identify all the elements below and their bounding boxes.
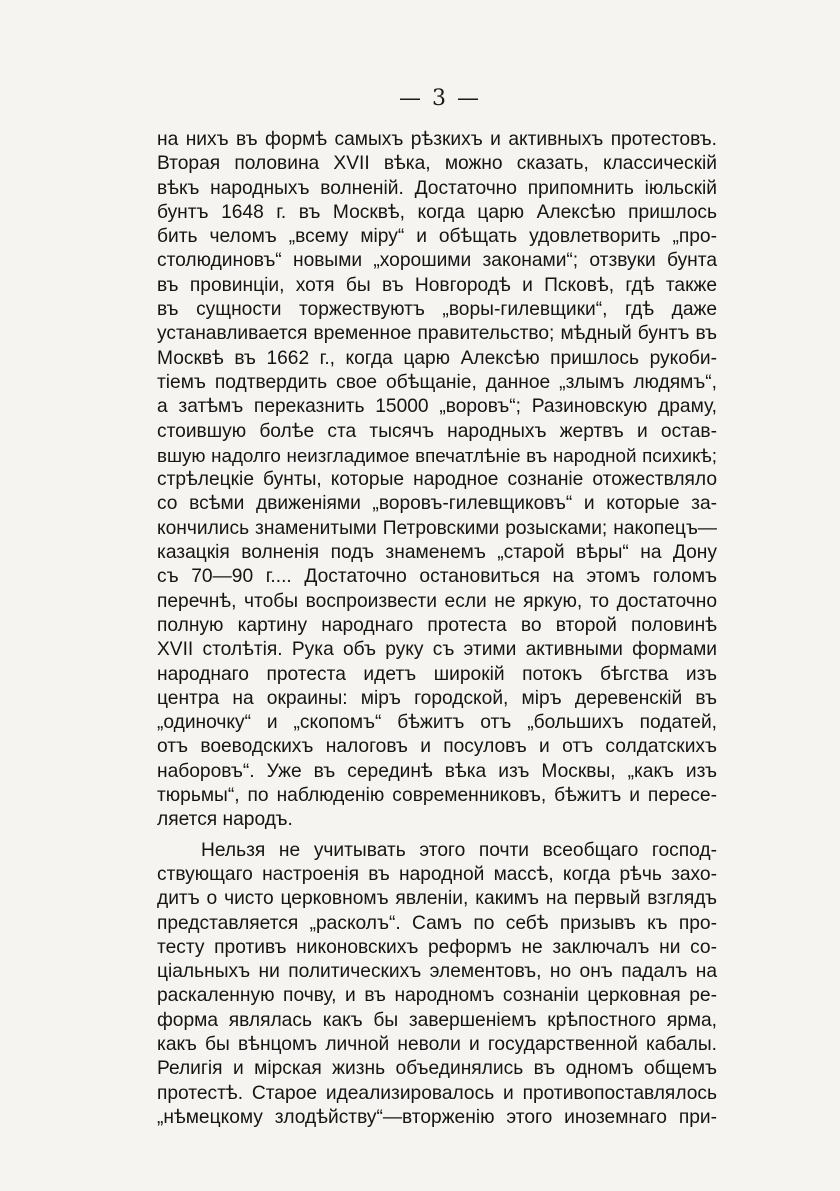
text-line: столюдиновъ“ новыми „хорошими законами“; отзвуки бунта [157,250,717,272]
text-line: Религія и мірская жизнь объединялись въ одномъ общемъ [157,1058,717,1080]
text-line: вшую надолго неизгладимое впечатлѣніе въ народной психикѣ; [157,444,717,466]
text-line: народнаго протеста идетъ широкій потокъ бѣгства изъ [157,663,717,685]
text-line: ствующаго настроенія въ народной массѣ, когда рѣчь захо- [157,863,717,885]
paragraph-1 [157,128,717,833]
text-line: а затѣмъ переказнить 15000 „воровъ“; Разиновскую драму, [157,396,717,418]
text-line: отъ воеводскихъ налоговъ и посуловъ и отъ солдатскихъ [157,736,717,758]
text-line: представляется „расколъ“. Самъ по себѣ призывъ къ про- [157,912,717,934]
text-line: форма являлась какъ бы завершеніемъ крѣпостного ярма, [157,1009,717,1031]
text-line: бунтъ 1648 г. въ Москвѣ, когда царю Алексѣю пришлось [157,201,717,223]
text-line: XVII столѣтія. Рука объ руку съ этими активными формами [157,639,717,661]
text-line: тюрьмы“, по наблюденію современниковъ, бѣжитъ и пересе- [157,785,717,807]
text-line: съ 70—90 г.... Достаточно остановиться на этомъ голомъ [157,566,717,588]
text-line: тесту противъ никоновскихъ реформъ не заключалъ ни со- [157,936,717,958]
text-line: центра на окраины: міръ городской, міръ деревенскій въ [157,687,717,709]
text-line: протестѣ. Старое идеализировалось и противопоставлялось [157,1082,717,1104]
paragraph-2 [157,839,717,1131]
text-line: дитъ о чисто церковномъ явленіи, какимъ на первый взглядъ [157,888,717,910]
text-line: „нѣмецкому злодѣйству“—вторженію этого иноземнаго при- [157,1106,717,1128]
text-line: вѣкъ народныхъ волненій. Достаточно припомнить іюльскій [157,177,717,199]
text-line: устанавливается временное правительство; мѣдный бунтъ въ [157,323,717,345]
text-line: стрѣлецкіе бунты, которые народное сознаніе отожествляло [157,469,717,491]
text-line: Нельзя не учитывать этого почти всеобщаго господ- [201,839,717,861]
text-line: перечнѣ, чтобы воспроизвести если не яркую, то достаточно [157,590,717,612]
text-line: въ провинціи, хотя бы въ Новгородѣ и Псковѣ, гдѣ также [157,274,717,296]
text-line: бить челомъ „всему міру“ и обѣщать удовлетворить „про- [157,226,717,248]
text-line: казацкія волненія подъ знаменемъ „старой вѣры“ на Дону [157,542,717,564]
text-line: кончились знаменитыми Петровскими розысками; накопецъ— [157,517,717,539]
text-line: тіемъ подтвердить свое обѣщаніе, данное „злымъ людямъ“, [157,371,717,393]
text-line: Вторая половина XVII вѣка, можно сказать, классическій [157,153,717,175]
text-line: раскаленную почву, и въ народномъ сознаніи церковная ре- [157,985,717,1007]
page-number: — 3 — [399,86,481,111]
text-line: стоившую болѣе ста тысячъ народныхъ жертвъ и остав- [157,420,717,442]
text-line: въ сущности торжествуютъ „воры-гилевщики“, гдѣ даже [157,299,717,321]
text-line: со всѣми движеніями „воровъ-гилевщиковъ“ и которые за- [157,493,717,515]
text-line: Москвѣ въ 1662 г., когда царю Алексѣю пришлось рукоби- [157,347,717,369]
text-line: „одиночку“ и „скопомъ“ бѣжитъ отъ „большихъ податей, [157,712,717,734]
text-line: какъ бы вѣнцомъ личной неволи и государственной кабалы. [157,1033,717,1055]
text-line: полную картину народнаго протеста во второй половинѣ [157,614,717,636]
text-line: ляется народъ. [157,809,293,831]
body-text [157,128,717,1130]
text-line: наборовъ“. Уже въ серединѣ вѣка изъ Москвы, „какъ изъ [157,760,717,782]
text-line: ціальныхъ ни политическихъ элементовъ, но онъ падалъ на [157,961,717,983]
text-line: на нихъ въ формѣ самыхъ рѣзкихъ и активныхъ протестовъ. [157,129,717,150]
